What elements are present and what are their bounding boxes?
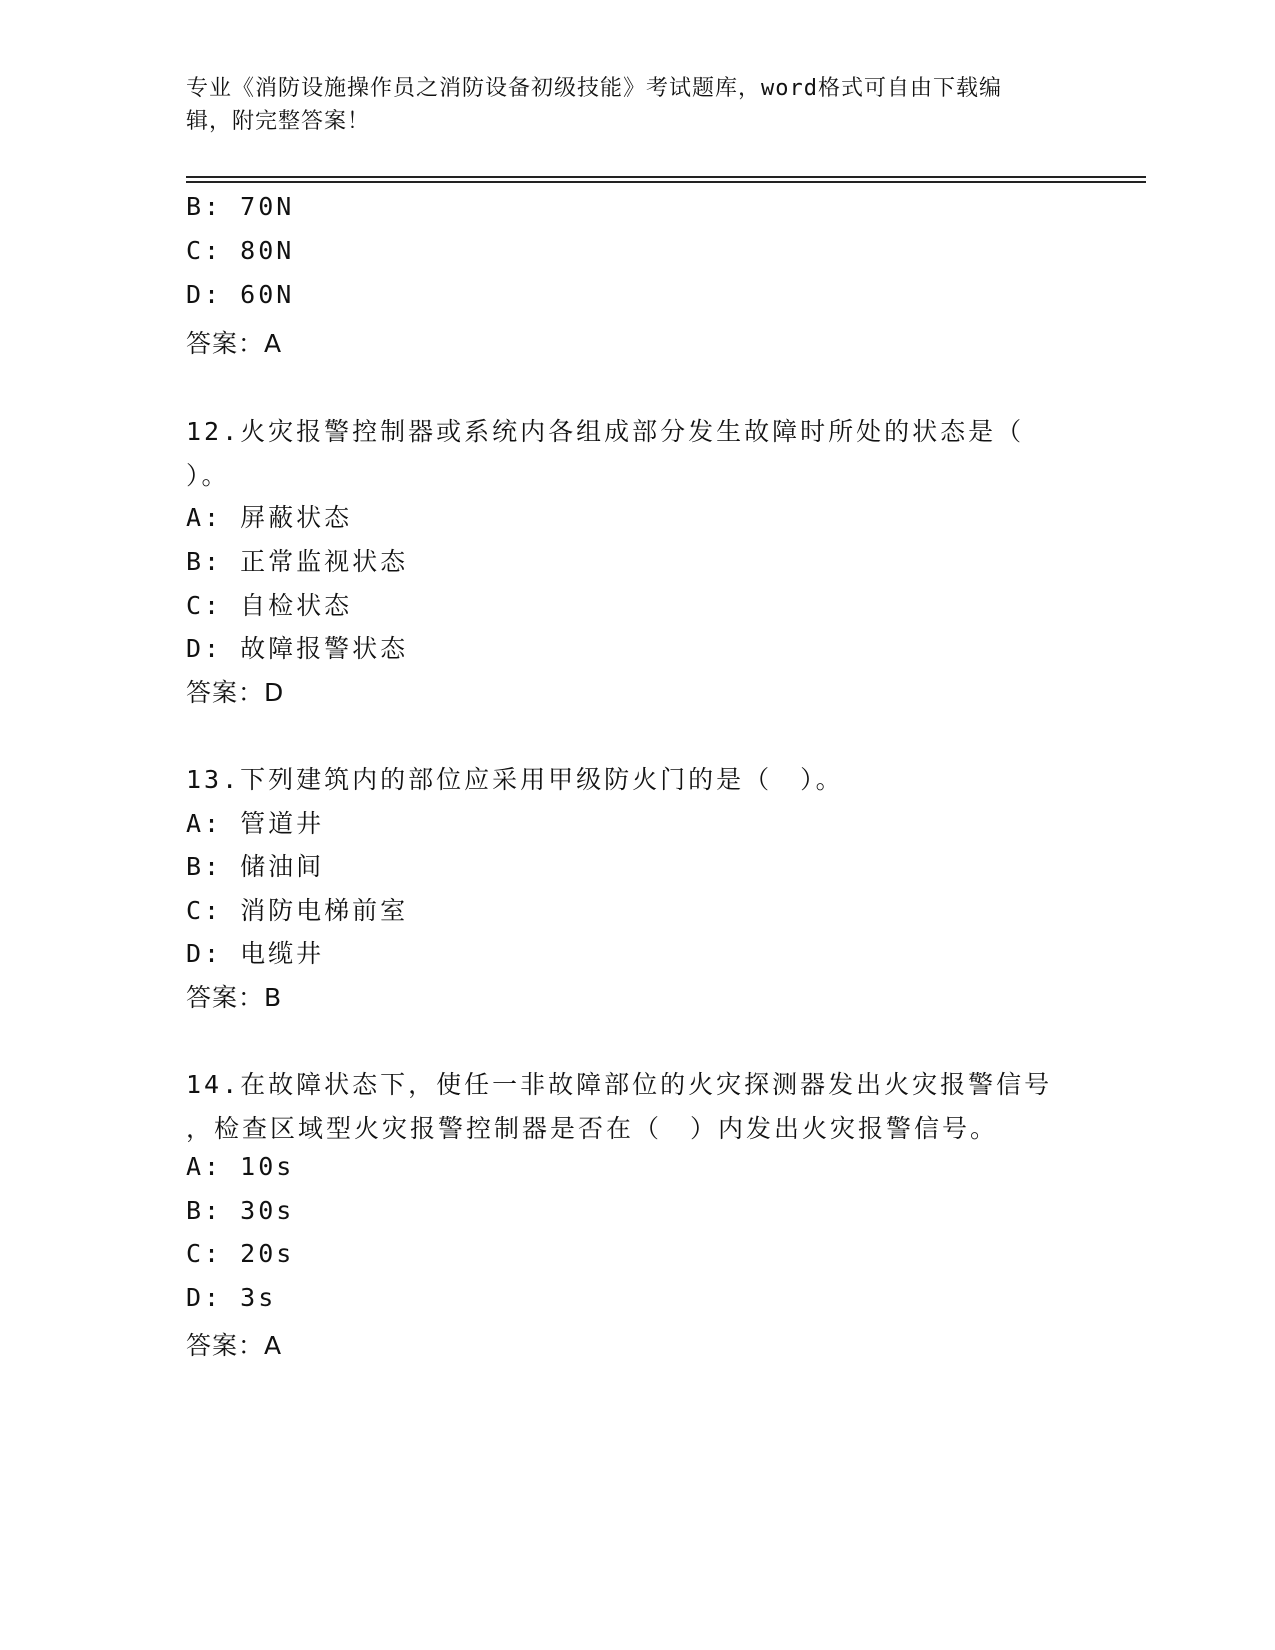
- q13-stem: 13.下列建筑内的部位应采用甲级防火门的是（ ）。: [186, 765, 844, 794]
- q13-answer: 答案：B: [186, 983, 283, 1012]
- q13-option-c: C: 消防电梯前室: [186, 896, 409, 925]
- q14-option-d: D: 3s: [186, 1283, 277, 1312]
- q12-option-c: C: 自检状态: [186, 591, 353, 620]
- q12-stem-line-2: ）。: [186, 461, 230, 490]
- q12-option-b: B: 正常监视状态: [186, 547, 409, 576]
- q14-option-b: B: 30s: [186, 1196, 295, 1225]
- q11-option-c: C: 80N: [186, 236, 295, 265]
- q14-stem-line-1: 14.在故障状态下，使任一非故障部位的火灾探测器发出火灾报警信号: [186, 1070, 1053, 1099]
- header-line-2: 辑，附完整答案！: [186, 109, 371, 134]
- q13-option-a: A: 管道井: [186, 809, 325, 838]
- q12-option-d: D: 故障报警状态: [186, 634, 409, 663]
- q12-option-a: A: 屏蔽状态: [186, 503, 353, 532]
- header-divider-bottom: [186, 181, 1146, 183]
- q11-option-d: D: 60N: [186, 280, 295, 309]
- q14-option-c: C: 20s: [186, 1239, 295, 1268]
- q13-option-d: D: 电缆井: [186, 939, 325, 968]
- q14-answer: 答案：A: [186, 1331, 283, 1360]
- header-line-1: 专业《消防设施操作员之消防设备初级技能》考试题库，word格式可自由下载编: [186, 76, 1002, 101]
- q12-answer: 答案：D: [186, 678, 285, 707]
- q14-option-a: A: 10s: [186, 1152, 295, 1181]
- q12-stem-line-1: 12.火灾报警控制器或系统内各组成部分发生故障时所处的状态是（: [186, 417, 1025, 446]
- q14-stem-line-2: ，检查区域型火灾报警控制器是否在（ ）内发出火灾报警信号。: [186, 1114, 999, 1143]
- q11-option-b: B: 70N: [186, 192, 295, 221]
- document-header: [186, 72, 1066, 138]
- q11-answer: 答案：A: [186, 329, 283, 358]
- header-divider-top: [186, 176, 1146, 178]
- q13-option-b: B: 储油间: [186, 852, 325, 881]
